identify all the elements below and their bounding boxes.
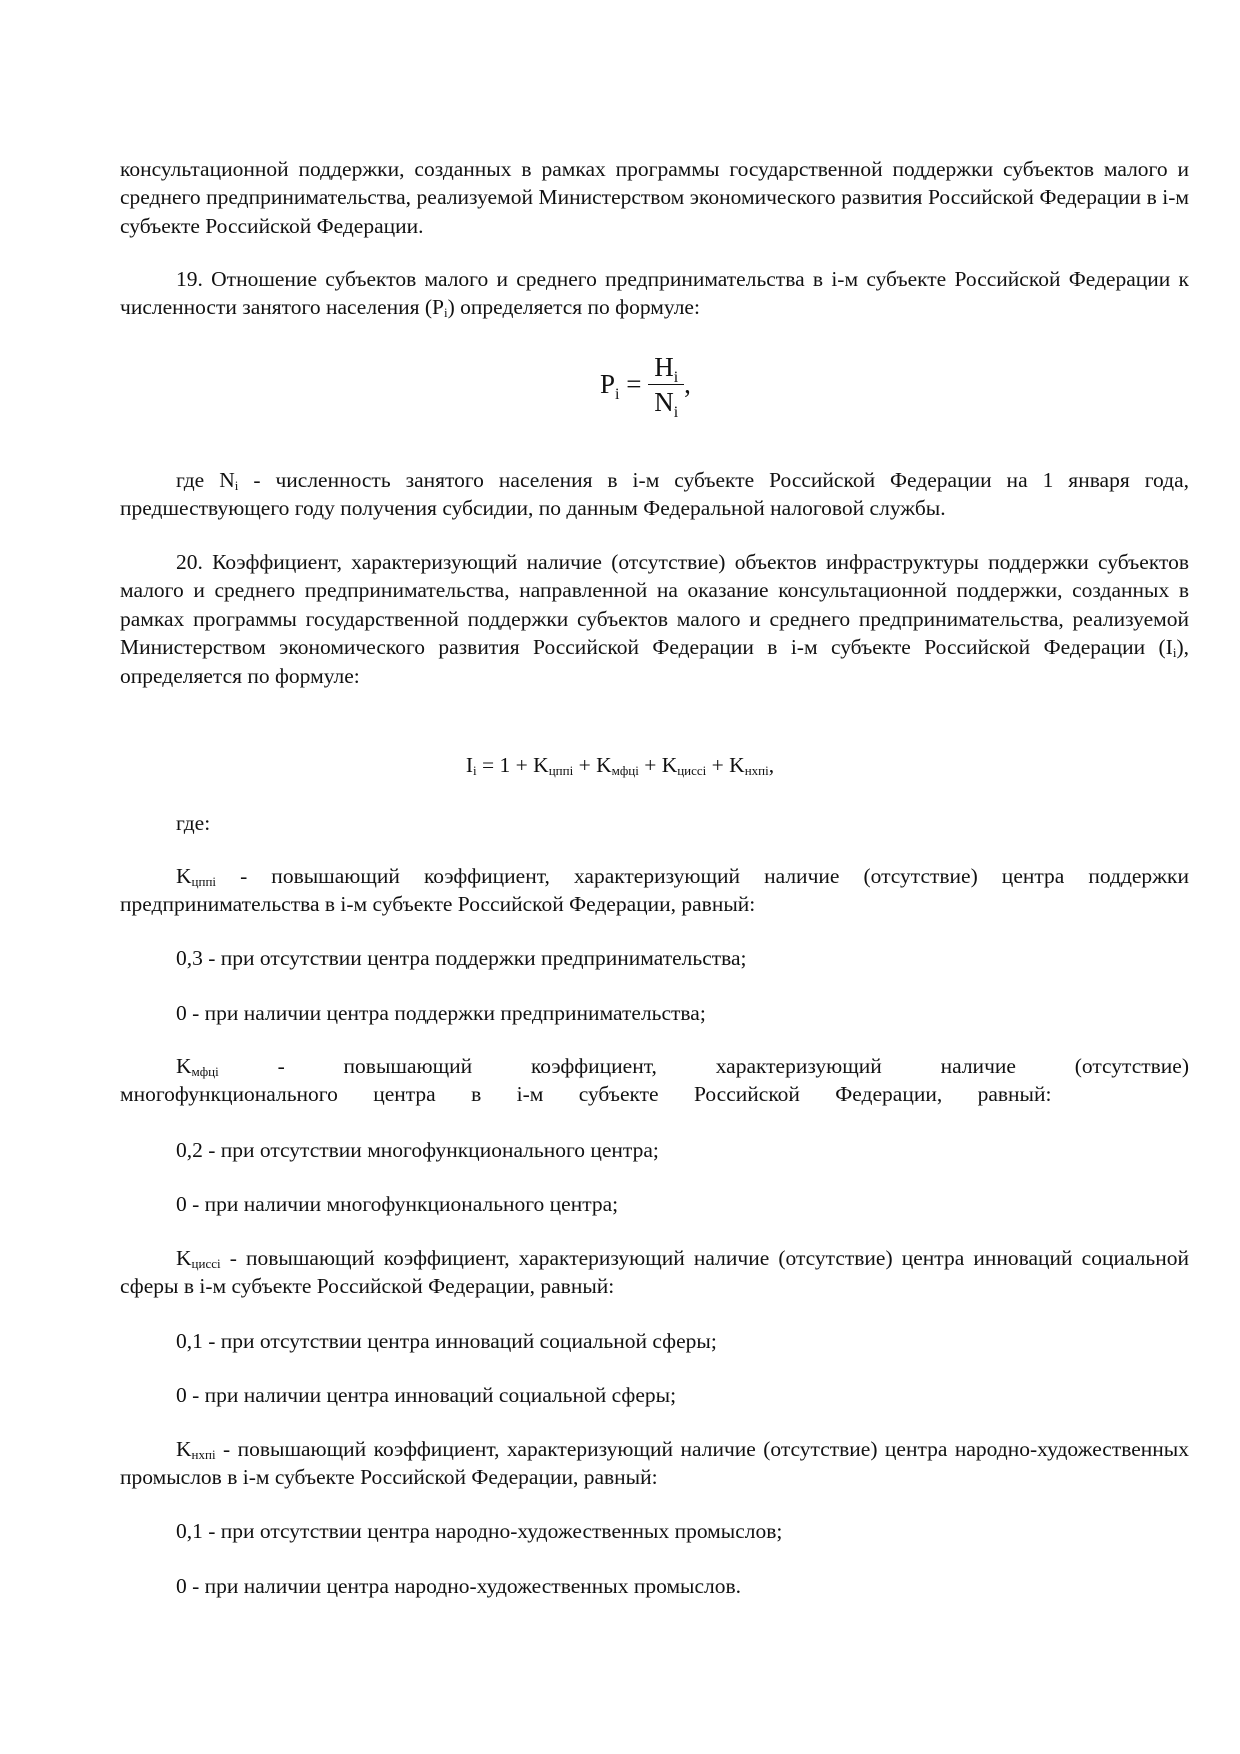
- subscript: i: [615, 386, 620, 403]
- formula-lhs: [600, 369, 620, 403]
- symbol: K: [176, 864, 192, 888]
- subscript: i: [673, 369, 679, 386]
- paragraph-19: [120, 265, 1189, 322]
- symbol: K: [176, 1054, 192, 1078]
- text: + K: [706, 753, 745, 777]
- formula-i: [0, 751, 1240, 779]
- k-ciss-definition: [120, 1244, 1189, 1301]
- k-cpp-value-present: 0 - при наличии центра поддержки предпринимательства;: [176, 1001, 706, 1025]
- denominator: [648, 385, 684, 419]
- subscript: нхпi: [191, 1447, 216, 1462]
- text: где N: [176, 468, 235, 492]
- text: - повышающий коэффициент, характеризующий наличие (отсутствие) центра инноваций социальной сферы в i-м субъекте Российской Федерации, равный:: [120, 1246, 1189, 1299]
- subscript: нхпi: [744, 763, 769, 778]
- symbol: P: [600, 369, 616, 399]
- subscript: i: [234, 478, 239, 493]
- symbol: H: [654, 352, 674, 382]
- text: + K: [638, 753, 678, 777]
- numerator: [648, 350, 684, 385]
- fraction: [648, 350, 684, 419]
- text: 20. Коэффициент, характеризующий наличие (отсутствие) объектов инфраструктуры поддержки субъектов малого и среднего предпринимательства, направленной на оказание консультационной поддержки, созданных в рамках программы государственной поддержки субъектов малого и среднего предпринимательства, реализуемой Министерством экономического развития Российской Федерации в i-м субъекте Российской Федерации (I: [120, 550, 1189, 660]
- k-cpp-value-absent: 0,3 - при отсутствии центра поддержки предпринимательства;: [176, 946, 747, 970]
- paragraph-20: [120, 548, 1189, 690]
- text: - повышающий коэффициент, характеризующий наличие (отсутствие) многофункционального центра в i-м субъекте Российской Федерации, равный:: [120, 1054, 1189, 1107]
- k-ciss-value-absent: 0,1 - при отсутствии центра инноваций социальной сферы;: [176, 1329, 717, 1353]
- k-nhp-definition: [120, 1435, 1189, 1492]
- k-mfc-definition: [120, 1052, 1189, 1109]
- text: 19. Отношение субъектов малого и среднего предпринимательства в i-м субъекте Российской Федерации к численности занятого населения (P: [120, 267, 1189, 320]
- text: - повышающий коэффициент, характеризующий наличие (отсутствие) центра народно-художественных промыслов в i-м субъекте Российской Федерации, равный:: [120, 1437, 1189, 1490]
- subscript: циссi: [191, 1256, 221, 1271]
- subscript: цппi: [548, 763, 574, 778]
- k-mfc-value-present: 0 - при наличии многофункционального центра;: [176, 1192, 619, 1216]
- subscript: мфцi: [611, 763, 639, 778]
- subscript: цппi: [191, 874, 217, 889]
- k-mfc-value-absent: 0,2 - при отсутствии многофункционального центра;: [176, 1138, 659, 1162]
- formula-p: [600, 350, 691, 419]
- subscript: i: [473, 763, 477, 778]
- k-ciss-value-present: 0 - при наличии центра инноваций социальной сферы;: [176, 1383, 677, 1407]
- text: + K: [573, 753, 612, 777]
- k-nhp-value-absent: 0,1 - при отсутствии центра народно-художественных промыслов;: [176, 1519, 783, 1543]
- paragraph-ni: [120, 466, 1189, 523]
- symbol: I: [465, 753, 474, 777]
- subscript: циссi: [677, 763, 707, 778]
- subscript: i: [673, 404, 679, 421]
- k-nhp-value-present: 0 - при наличии центра народно-художественных промыслов.: [176, 1574, 742, 1598]
- paragraph-intro: консультационной поддержки, созданных в рамках программы государственной поддержки субъектов малого и среднего предпринимательства, реализуемой Министерством экономического развития Российской Федерации в i-м субъекте Российской Федерации.: [120, 157, 1189, 238]
- symbol: N: [654, 387, 674, 417]
- equals: =: [626, 369, 642, 399]
- comma: ,: [684, 369, 691, 399]
- subscript: мфцi: [191, 1064, 219, 1079]
- comma: ,: [768, 753, 775, 777]
- text: - повышающий коэффициент, характеризующий наличие (отсутствие) центра поддержки предпринимательства в i-м субъекте Российской Федерации, равный:: [120, 864, 1189, 917]
- where-label: где:: [176, 811, 211, 835]
- symbol: K: [176, 1437, 192, 1461]
- subscript: i: [444, 305, 448, 321]
- text: ), определяется по формуле:: [120, 635, 1189, 688]
- text: ) определяется по формуле:: [447, 295, 700, 320]
- k-cpp-definition: [120, 862, 1189, 919]
- text: = 1 + K: [476, 753, 549, 777]
- subscript: i: [1172, 645, 1177, 661]
- symbol: K: [176, 1246, 192, 1270]
- text: - численность занятого населения в i-м субъекте Российской Федерации на 1 января года, предшествующего году получения субсидии, по данным Федеральной налоговой службы.: [120, 468, 1189, 521]
